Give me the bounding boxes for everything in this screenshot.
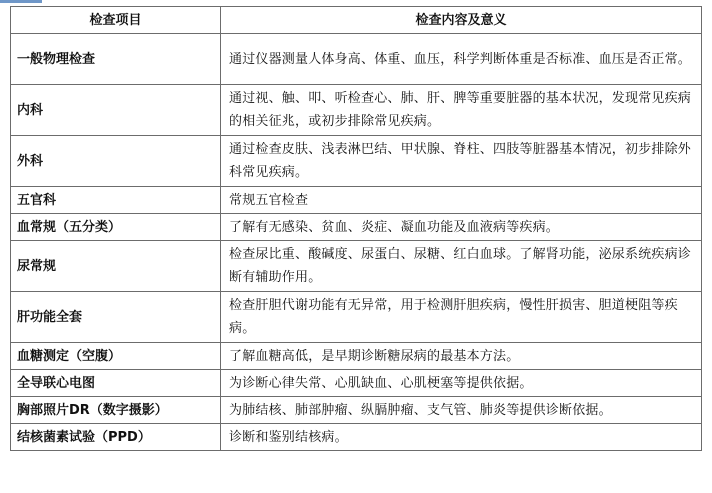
exam-item-cell: 外科 — [11, 136, 221, 187]
exam-desc-cell: 诊断和鉴别结核病。 — [221, 424, 702, 451]
table-row — [11, 424, 702, 451]
exam-item-cell: 胸部照片DR（数字摄影） — [11, 397, 221, 424]
table-row — [11, 34, 702, 85]
table-row — [11, 214, 702, 241]
top-accent-bar — [0, 0, 42, 3]
exam-desc-cell: 为诊断心律失常、心肌缺血、心肌梗塞等提供依据。 — [221, 370, 702, 397]
header-exam-item: 检查项目 — [11, 7, 221, 34]
exam-item-cell: 肝功能全套 — [11, 292, 221, 343]
table-row — [11, 136, 702, 187]
table-row — [11, 397, 702, 424]
table-row — [11, 343, 702, 370]
exam-desc-cell: 了解血糖高低，是早期诊断糖尿病的最基本方法。 — [221, 343, 702, 370]
exam-desc-cell: 为肺结核、肺部肿瘤、纵膈肿瘤、支气管、肺炎等提供诊断依据。 — [221, 397, 702, 424]
header-exam-content: 检查内容及意义 — [221, 7, 702, 34]
exam-item-cell: 一般物理检查 — [11, 34, 221, 85]
exam-item-cell: 内科 — [11, 85, 221, 136]
exam-item-cell: 血糖测定（空腹） — [11, 343, 221, 370]
exam-item-cell: 血常规（五分类） — [11, 214, 221, 241]
table-header-row — [11, 7, 702, 34]
exam-item-cell: 全导联心电图 — [11, 370, 221, 397]
exam-desc-cell: 了解有无感染、贫血、炎症、凝血功能及血液病等疾病。 — [221, 214, 702, 241]
table-row — [11, 85, 702, 136]
exam-items-table — [10, 6, 702, 451]
exam-desc-cell: 通过仪器测量人体身高、体重、血压，科学判断体重是否标准、血压是否正常。 — [221, 34, 702, 85]
exam-desc-cell: 通过视、触、叩、听检查心、肺、肝、脾等重要脏器的基本状况，发现常见疾病的相关征兆，或初步排除常见疾病。 — [221, 85, 702, 136]
table-row — [11, 292, 702, 343]
exam-desc-cell: 检查尿比重、酸碱度、尿蛋白、尿糖、红白血球。了解肾功能，泌尿系统疾病诊断有辅助作用。 — [221, 241, 702, 292]
exam-item-cell: 结核菌素试验（PPD） — [11, 424, 221, 451]
exam-desc-cell: 检查肝胆代谢功能有无异常，用于检测肝胆疾病，慢性肝损害、胆道梗阻等疾病。 — [221, 292, 702, 343]
exam-desc-cell: 常规五官检查 — [221, 187, 702, 214]
table-row — [11, 187, 702, 214]
exam-item-cell: 尿常规 — [11, 241, 221, 292]
table-row — [11, 370, 702, 397]
exam-item-cell: 五官科 — [11, 187, 221, 214]
table-row — [11, 241, 702, 292]
exam-desc-cell: 通过检查皮肤、浅表淋巴结、甲状腺、脊柱、四肢等脏器基本情况，初步排除外科常见疾病。 — [221, 136, 702, 187]
